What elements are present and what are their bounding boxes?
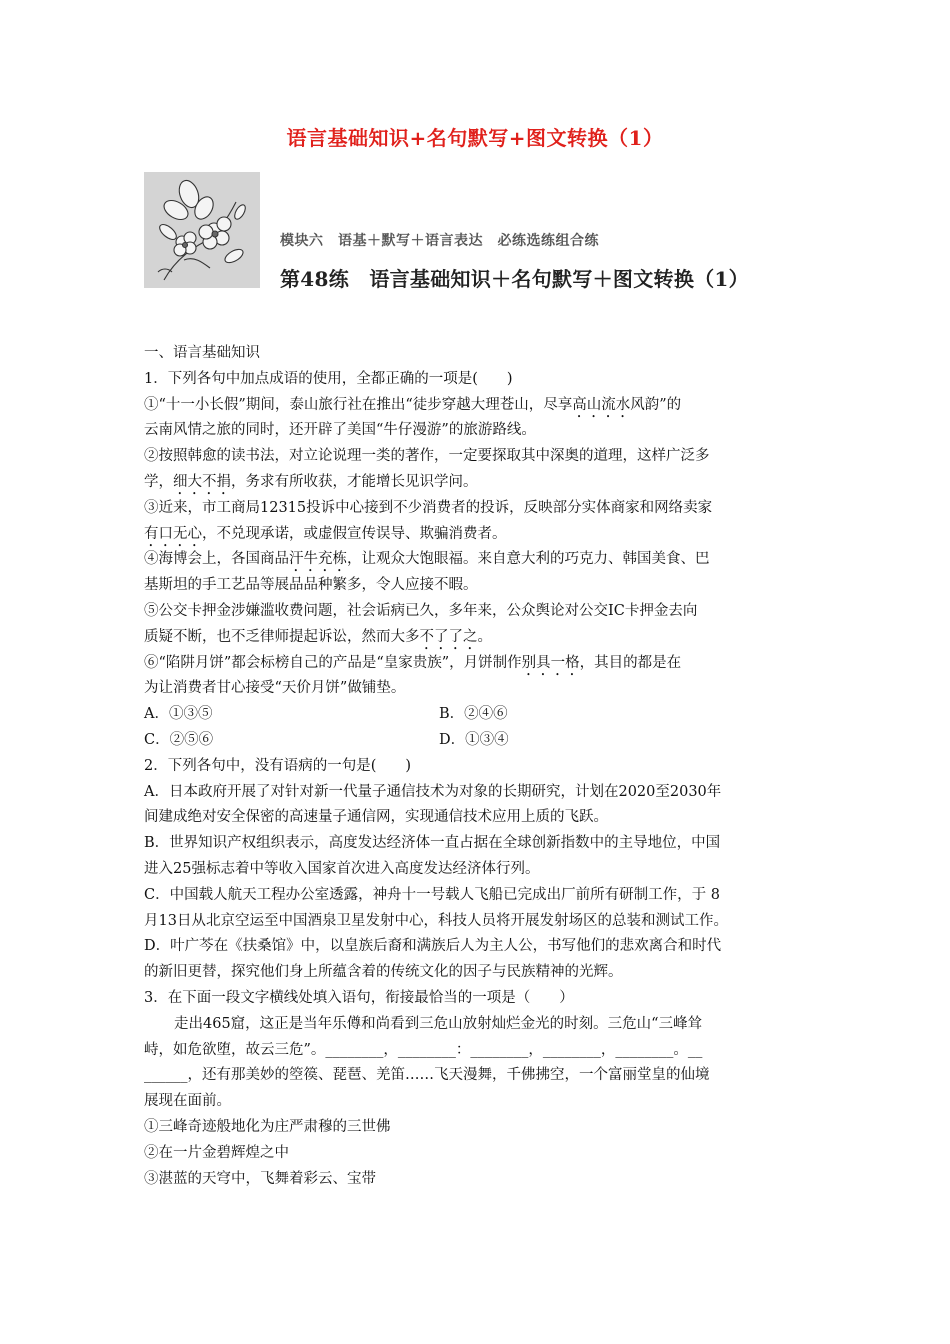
section-heading: 一、语言基础知识: [144, 345, 260, 361]
q3-choice-3: ③湛蓝的天穹中，飞舞着彩云、宝带: [144, 1170, 376, 1187]
q1-sentence-2: ②按照韩愈的读书法，对立论说理一类的著作，一定要探取其中深奥的道理，这样广泛多: [144, 448, 710, 465]
q3-passage-line-2: 峙，如危欲堕，故云三危”。________，________：________，________，________。__: [144, 1041, 703, 1058]
question-2-stem: 2．下列各句中，没有语病的一句是( ): [144, 757, 412, 774]
q1-options-row-1: [144, 702, 808, 728]
lesson-title: 第48练 语言基础知识＋名句默写＋图文转换（1）: [280, 267, 749, 291]
q1-sentence-6-cont: 为让消费者甘心接受“天价月饼”做铺垫。: [144, 680, 406, 697]
q1-sentence-5: ⑤公交卡押金涉嫌滥收费问题，社会诟病已久，多年来，公众舆论对公交IC卡押金去向: [144, 602, 698, 619]
q1-sentence-4-cont: 基斯坦的手工艺品等展品品种繁多，令人应接不暇。: [144, 577, 478, 594]
q2-option-b-cont: 进入25强标志着中等收入国家首次进入高度发达经济体行列。: [144, 860, 540, 877]
q3-choice-1: ①三峰奇迹般地化为庄严肃穆的三世佛: [144, 1118, 391, 1135]
q3-passage-line-3: ______，还有那美妙的箜篌、琵琶、羌笛……飞天漫舞，千佛拂空，一个富丽堂皇的仙境: [144, 1067, 710, 1084]
exercise-content: [144, 341, 808, 1192]
q1-option-d[interactable]: D．①③④: [439, 731, 509, 748]
module-line: 模块六 语基＋默写＋语言表达 必练选练组合练: [280, 233, 599, 249]
q1-sentence-5-cont: 质疑不断，也不乏律师提起诉讼，然而大多不了了之。: [144, 628, 492, 645]
q1-sentence-3: ③近来，市工商局12315投诉中心接到不少消费者的投诉，反映部分实体商家和网络卖家: [144, 499, 713, 516]
q1-sentence-1-cont: 云南风情之旅的同时，还开辟了美国“牛仔漫游”的旅游路线。: [144, 422, 536, 439]
question-3-stem: 3．在下面一段文字横线处填入语句，衔接最恰当的一项是（ ）: [144, 989, 574, 1006]
q1-option-a[interactable]: A．①③⑤: [144, 706, 213, 723]
q1-sentence-3-cont: 有口无心，不兑现承诺，或虚假宣传误导、欺骗消费者。: [144, 525, 507, 542]
q1-options-row-2: [144, 728, 808, 754]
banner-image: [144, 172, 260, 288]
q1-option-b[interactable]: B．②④⑥: [439, 706, 508, 723]
q3-choice-2: ②在一片金碧辉煌之中: [144, 1144, 289, 1161]
q2-option-c[interactable]: C．中国载人航天工程办公室透露，神舟十一号载人飞船已完成出厂前所有研制工作，于 8: [144, 886, 720, 903]
q3-passage-line-4: 展现在面前。: [144, 1093, 231, 1110]
q2-option-c-cont: 月13日从北京空运至中国酒泉卫星发射中心，科技人员将开展发射场区的总装和测试工作。: [144, 912, 728, 929]
q1-sentence-2-cont: 学，细大不捐，务求有所收获，才能增长见识学问。: [144, 473, 478, 490]
q1-sentence-6: ⑥“陷阱月饼”都会标榜自己的产品是“皇家贵族”，月饼制作别具一格，其目的都是在: [144, 654, 682, 671]
q2-option-b[interactable]: B．世界知识产权组织表示，高度发达经济体一直占据在全球创新指数中的主导地位，中国: [144, 835, 721, 852]
q2-option-d-cont: 的新旧更替，探究他们身上所蕴含着的传统文化的因子与民族精神的光辉。: [144, 964, 623, 981]
q3-passage-line-1: 走出465窟，这正是当年乐僔和尚看到三危山放射灿烂金光的时刻。三危山“三峰耸: [174, 1015, 703, 1032]
q2-option-a-cont: 间建成绝对安全保密的高速量子通信网，实现通信技术应用上质的飞跃。: [144, 809, 608, 826]
q2-option-d[interactable]: D．叶广芩在《扶桑馆》中，以皇族后裔和满族后人为主人公，书写他们的悲欢离合和时代: [144, 938, 722, 955]
q2-option-a[interactable]: A．日本政府开展了对针对新一代量子通信技术为对象的长期研究，计划在2020至2030年: [144, 783, 722, 800]
flower-illustration-icon: [144, 172, 260, 288]
document-title: 语言基础知识+名句默写+图文转换（1）: [286, 126, 664, 150]
q1-sentence-1: ①“十一小长假”期间，泰山旅行社在推出“徒步穿越大理苍山，尽享高山流水风韵”的: [144, 396, 682, 413]
question-1-stem: 1．下列各句中加点成语的使用，全都正确的一项是( ): [144, 370, 513, 387]
q1-option-c[interactable]: C．②⑤⑥: [144, 731, 214, 748]
q1-sentence-4: ④海博会上，各国商品汗牛充栋，让观众大饱眼福。来自意大利的巧克力、韩国美食、巴: [144, 551, 710, 568]
